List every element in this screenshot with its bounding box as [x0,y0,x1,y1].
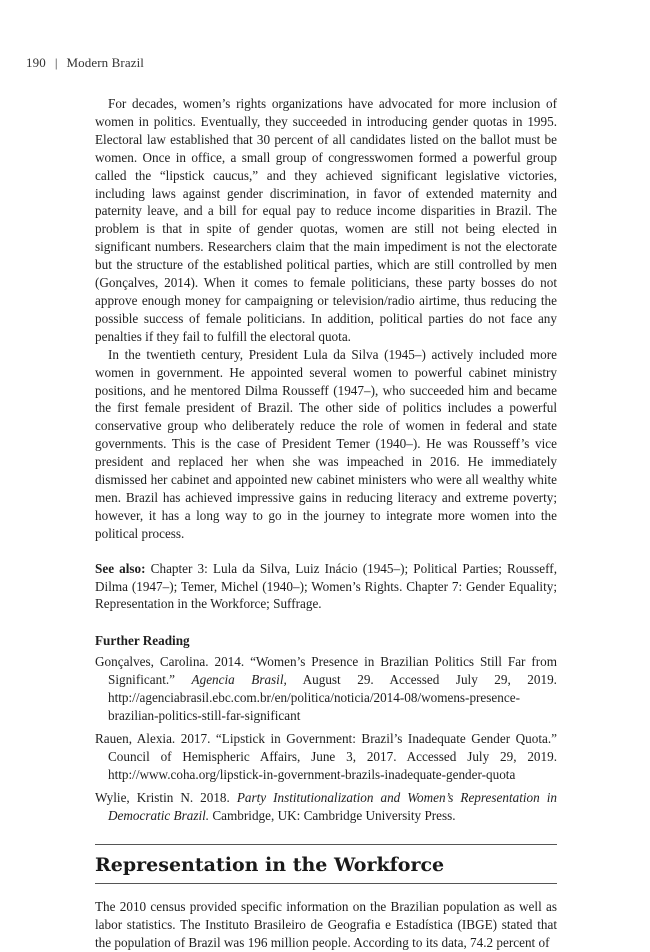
running-title: Modern Brazil [66,55,144,70]
further-reading-heading: Further Reading [95,633,190,649]
main-text-column [95,95,557,952]
section-title: Representation in the Workforce [95,854,445,877]
body-paragraph-2: In the twentieth century, President Lula da Silva (1945–) actively included more women in government. He appointed several women to powerful cabinet ministry positions, and he mentored Dilma Rousseff (1947–), who succeeded him and became the first female president of Brazil. The other side of politics includes a powerful conservative group who deliberately reduce the role of women in federal and state governments. This is the case of President Temer (1940–). He was Rousseff’s vice president and replaced her when she was impeached in 2016. He immediately dismissed her cabinet and appointed new cabinet ministers who were all wealthy white men. Brazil has achieved impressive gains in reducing literacy and extreme poverty; however, it has a long way to go in the journey to integrate more women into the political process. [95,346,557,541]
reference-text: August 29. Accessed July 29, 2019. http://agenciabrasil.ebc.com.br/en/politica/noticia/2014-08/womens-presence-brazilian-politics-still-far-significant [108,672,557,723]
section-paragraph: The 2010 census provided specific information on the Brazilian population as well as labor statistics. The Instituto Brasileiro de Geografia e Estadística (IBGE) stated that the population of Brazil was 196 million people. According to its data, 74.2 percent of [95,899,557,951]
body-paragraph-1: For decades, women’s rights organizations have advocated for more inclusion of women in politics. Eventually, they succeeded in introducing gender quotas in 1995. Electoral law established that 30 percent of all candidates listed on the ballot must be women. Once in office, a small group of congresswomen formed a powerful group called the “lipstick caucus,” and they achieved significant legislative victories, including laws against gender discrimination, in favor of extended maternity and paternity leave, and a bill for equal pay to reduce income disparities in Brazil. The problem is that in spite of gender quotas, women are still not being elected in significant numbers. Researchers claim that the main impediment is not the electorate but the structure of the established political parties, which are still controlled by men (Gonçalves, 2014). When it comes to female politicians, these party bosses do not approve enough money for campaigning or television/radio airtime, thus reducing the possible success of female politicians. In addition, political parties do not face any penalties if they fail to fulfill the electoral quota. [95,96,557,344]
reference-text: Wylie, Kristin N. 2018. [95,789,237,805]
see-also-text: Chapter 3: Lula da Silva, Luiz Inácio (1945–); Political Parties; Rousseff, Dilma (1947–); Temer, Michel (1940–); Women’s Rights. Chapter 7: Gender Equality; Representation in the Workforce; Suffrage. [95,560,557,612]
page-number: 190 [26,55,46,70]
see-also-note [95,560,557,614]
reference-italic-title: Agencia Brasil, [191,672,287,688]
reference-text: Rauen, Alexia. 2017. “Lipstick in Government: Brazil’s Inadequate Gender Quota.” Council of Hemispheric Affairs, June 3, 2017. Accessed July 29, 2019. http://www.coha.org/lipstick-in-government-brazils-inadequate-gender-quota [95,730,557,782]
running-header [26,55,144,71]
section-divider-top [95,844,557,845]
header-separator: | [54,55,58,70]
reference-text: Gonçalves, Carolina. 2014. “Women’s Presence in Brazilian Politics Still Far from Significant.” [95,654,557,688]
reference-entry [95,730,557,784]
reference-text: Cambridge, UK: Cambridge University Press. [209,807,456,823]
section-divider-bottom [95,883,557,884]
reference-italic-title: Party Institutionalization and Women’s Representation in Democratic Brazil. [108,789,557,823]
reference-entry [95,653,557,725]
reference-entry [95,789,557,825]
see-also-label: See also: [95,560,146,576]
